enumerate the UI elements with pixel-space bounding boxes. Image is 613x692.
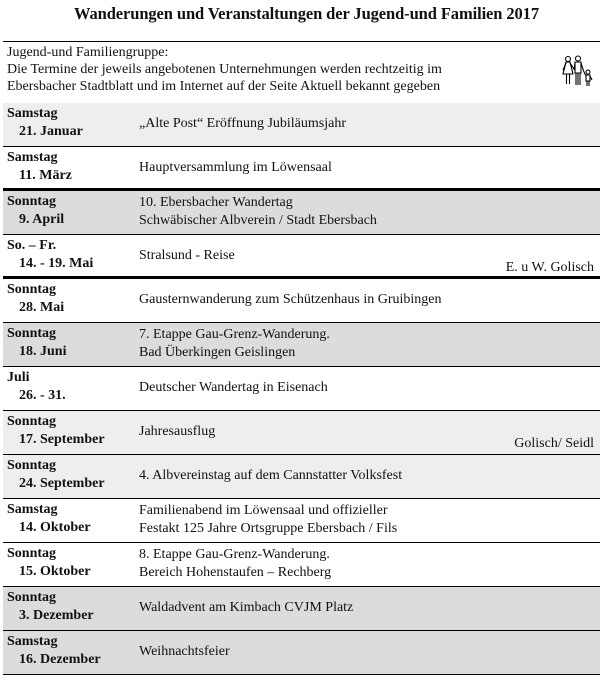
event-day: Samstag <box>7 502 58 517</box>
event-date: 28. Mai <box>19 300 65 315</box>
event-description: Bad Überkingen Geislingen <box>139 345 296 360</box>
event-day: Sonntag <box>7 414 57 429</box>
intro-line: Ebersbacher Stadtblatt und im Internet auf der Seite Aktuell bekannt gegeben <box>7 79 441 94</box>
event-organizer: E. u W. Golisch <box>505 260 594 275</box>
event-row <box>3 411 600 455</box>
event-day: Samstag <box>7 150 58 165</box>
event-date: 15. Oktober <box>19 564 91 579</box>
event-day: Sonntag <box>7 194 57 209</box>
event-date: 11. März <box>19 168 72 183</box>
event-row <box>3 191 600 235</box>
event-description: Bereich Hohenstaufen – Rechberg <box>139 565 332 580</box>
event-day: So. – Fr. <box>7 238 57 253</box>
event-row <box>3 235 600 279</box>
intro-line: Jugend-und Familiengruppe: <box>7 45 169 60</box>
events-table <box>3 103 600 675</box>
event-description: „Alte Post“ Eröffnung Jubiläumsjahr <box>139 116 346 131</box>
event-description: Waldadvent am Kimbach CVJM Platz <box>139 600 354 615</box>
event-description: Jahresausflug <box>139 424 216 439</box>
event-description: Schwäbischer Albverein / Stadt Ebersbach <box>139 213 377 228</box>
event-row <box>3 367 600 411</box>
event-date: 18. Juni <box>19 344 67 359</box>
event-day: Sonntag <box>7 282 57 297</box>
page-title: Wanderungen und Veranstaltungen der Jugend-und Familien 2017 <box>74 4 539 23</box>
event-row <box>3 103 600 147</box>
event-date: 14. - 19. Mai <box>19 256 94 271</box>
event-description: 4. Albvereinstag auf dem Cannstatter Volksfest <box>139 468 403 483</box>
family-icon <box>560 54 594 88</box>
event-description: Familienabend im Löwensaal und offizieller <box>139 503 388 518</box>
event-row <box>3 455 600 499</box>
event-row <box>3 631 600 675</box>
event-date: 24. September <box>19 476 105 491</box>
event-description: Weihnachtsfeier <box>139 644 230 659</box>
event-row <box>3 147 600 191</box>
intro-box <box>3 41 600 104</box>
event-row <box>3 543 600 587</box>
event-date: 26. - 31. <box>19 388 66 403</box>
event-description: Stralsund - Reise <box>139 248 235 263</box>
event-date: 9. April <box>19 212 65 227</box>
event-day: Sonntag <box>7 458 57 473</box>
event-date: 14. Oktober <box>19 520 91 535</box>
event-day: Juli <box>7 370 30 385</box>
intro-text <box>7 44 442 95</box>
event-day: Sonntag <box>7 546 57 561</box>
event-date: 21. Januar <box>19 124 83 139</box>
event-row <box>3 587 600 631</box>
event-day: Samstag <box>7 634 58 649</box>
event-row <box>3 323 600 367</box>
event-date: 17. September <box>19 432 105 447</box>
intro-line: Die Termine der jeweils angebotenen Unternehmungen werden rechtzeitig im <box>7 62 442 77</box>
event-description: Gausternwanderung zum Schützenhaus in Gruibingen <box>139 292 442 307</box>
event-description: Festakt 125 Jahre Ortsgruppe Ebersbach / Fils <box>139 521 398 536</box>
event-description: Deutscher Wandertag in Eisenach <box>139 380 328 395</box>
event-day: Sonntag <box>7 326 57 341</box>
event-row <box>3 499 600 543</box>
event-description: 10. Ebersbacher Wandertag <box>139 195 293 210</box>
event-date: 16. Dezember <box>19 652 101 667</box>
event-description: Hauptversammlung im Löwensaal <box>139 160 332 175</box>
event-date: 3. Dezember <box>19 608 94 623</box>
event-organizer: Golisch/ Seidl <box>514 436 594 451</box>
event-description: 7. Etappe Gau-Grenz-Wanderung. <box>139 327 330 342</box>
event-day: Samstag <box>7 106 58 121</box>
event-day: Sonntag <box>7 590 57 605</box>
event-row <box>3 279 600 323</box>
event-description: 8. Etappe Gau-Grenz-Wanderung. <box>139 547 330 562</box>
